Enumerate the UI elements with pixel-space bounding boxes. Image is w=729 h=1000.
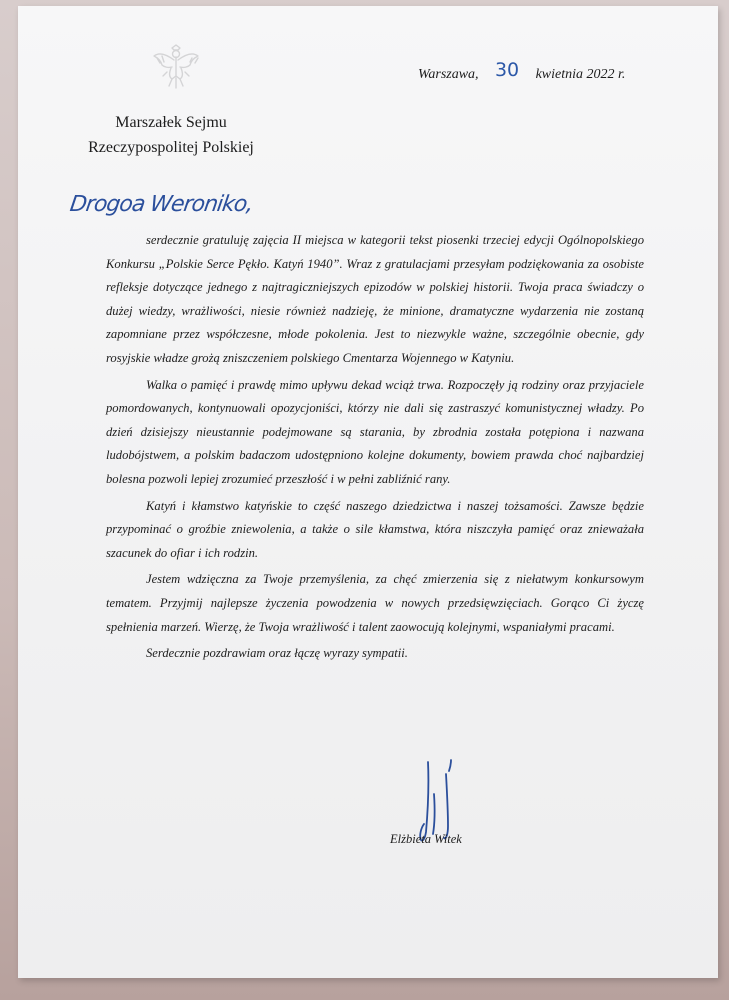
closing-line: Serdecznie pozdrawiam oraz łączę wyrazy sympatii. [146, 646, 408, 661]
letter-date [418, 61, 625, 83]
handwritten-salutation: Drogoa Weroniko, [68, 192, 255, 217]
signatory-name: Elżbieta Witek [390, 832, 462, 846]
office-title-line2: Rzeczypospolitej Polskiej [88, 139, 254, 156]
office-heading [76, 110, 266, 160]
body-paragraph-2: Walka o pamięć i prawdę mimo upływu dekad wciąż trwa. Rozpoczęły ją rodziny oraz przyjaciele pomordowanych, kontynuowali opozycjoniści, którzy nie dali się zastraszyć komunistycznej władzy. Po dzień dzisiejszy nieustannie podejmowane są starania, by zbrodnia została potępiona i nazwana ludobójstwem, a polskim badaczom udostępniono kolejne dokumenty, bowiem prawda choć najbardziej bolesna pozwoli lepiej zrozumieć przeszłość i w pełni zabliźnić rany. [106, 377, 644, 486]
polish-eagle-emblem-icon [150, 42, 202, 94]
date-city: Warszawa, [418, 67, 479, 82]
office-title-line1: Marszałek Sejmu [115, 114, 227, 131]
letter-sheet [18, 6, 718, 978]
body-paragraph-1: serdecznie gratuluję zajęcia II miejsca w kategorii tekst piosenki trzeciej edycji Ogólnopolskiego Konkursu „Polskie Serce Pękło. Katyń 1940”. Wraz z gratulacjami przesyłam podziękowania za osobiste refleksje dotyczące jednego z najtragiczniejszych epizodów w polskiej historii. Twoja praca świadczy o dużej wiedzy, wrażliwości, niesie również nadzieję, że minione, dramatyczne wydarzenia nie zostaną zapomniane przez współczesne, młode pokolenia. Jest to niezwykle ważne, szczególnie obecnie, gdy rosyjskie władze grożą zniszczeniem polskiego Cmentarza Wojennego w Katyniu. [106, 233, 644, 365]
date-month-year: kwietnia 2022 r. [535, 67, 626, 82]
body-paragraph-4: Jestem wdzięczna za Twoje przemyślenia, za chęć zmierzenia się z niełatwym konkursowym tematem. Przyjmij najlepsze życzenia powodzenia w nowych przedsięwzięciach. Gorąco Ci życzę spełnienia marzeń. Wierzę, że Twoja wrażliwość i talent zaowocują kolejnymi, wspaniałymi pracami. [106, 572, 644, 634]
date-day-handwritten: 30 [494, 59, 520, 81]
letter-body [106, 229, 644, 669]
body-paragraph-3: Katyń i kłamstwo katyńskie to część naszego dziedzictwa i naszej tożsamości. Zawsze będzie przypominać o groźbie zniewolenia, a także o sile kłamstwa, która niszczyła pamięć oraz znieważała szacunek do ofiar i ich rodzin. [106, 498, 644, 560]
